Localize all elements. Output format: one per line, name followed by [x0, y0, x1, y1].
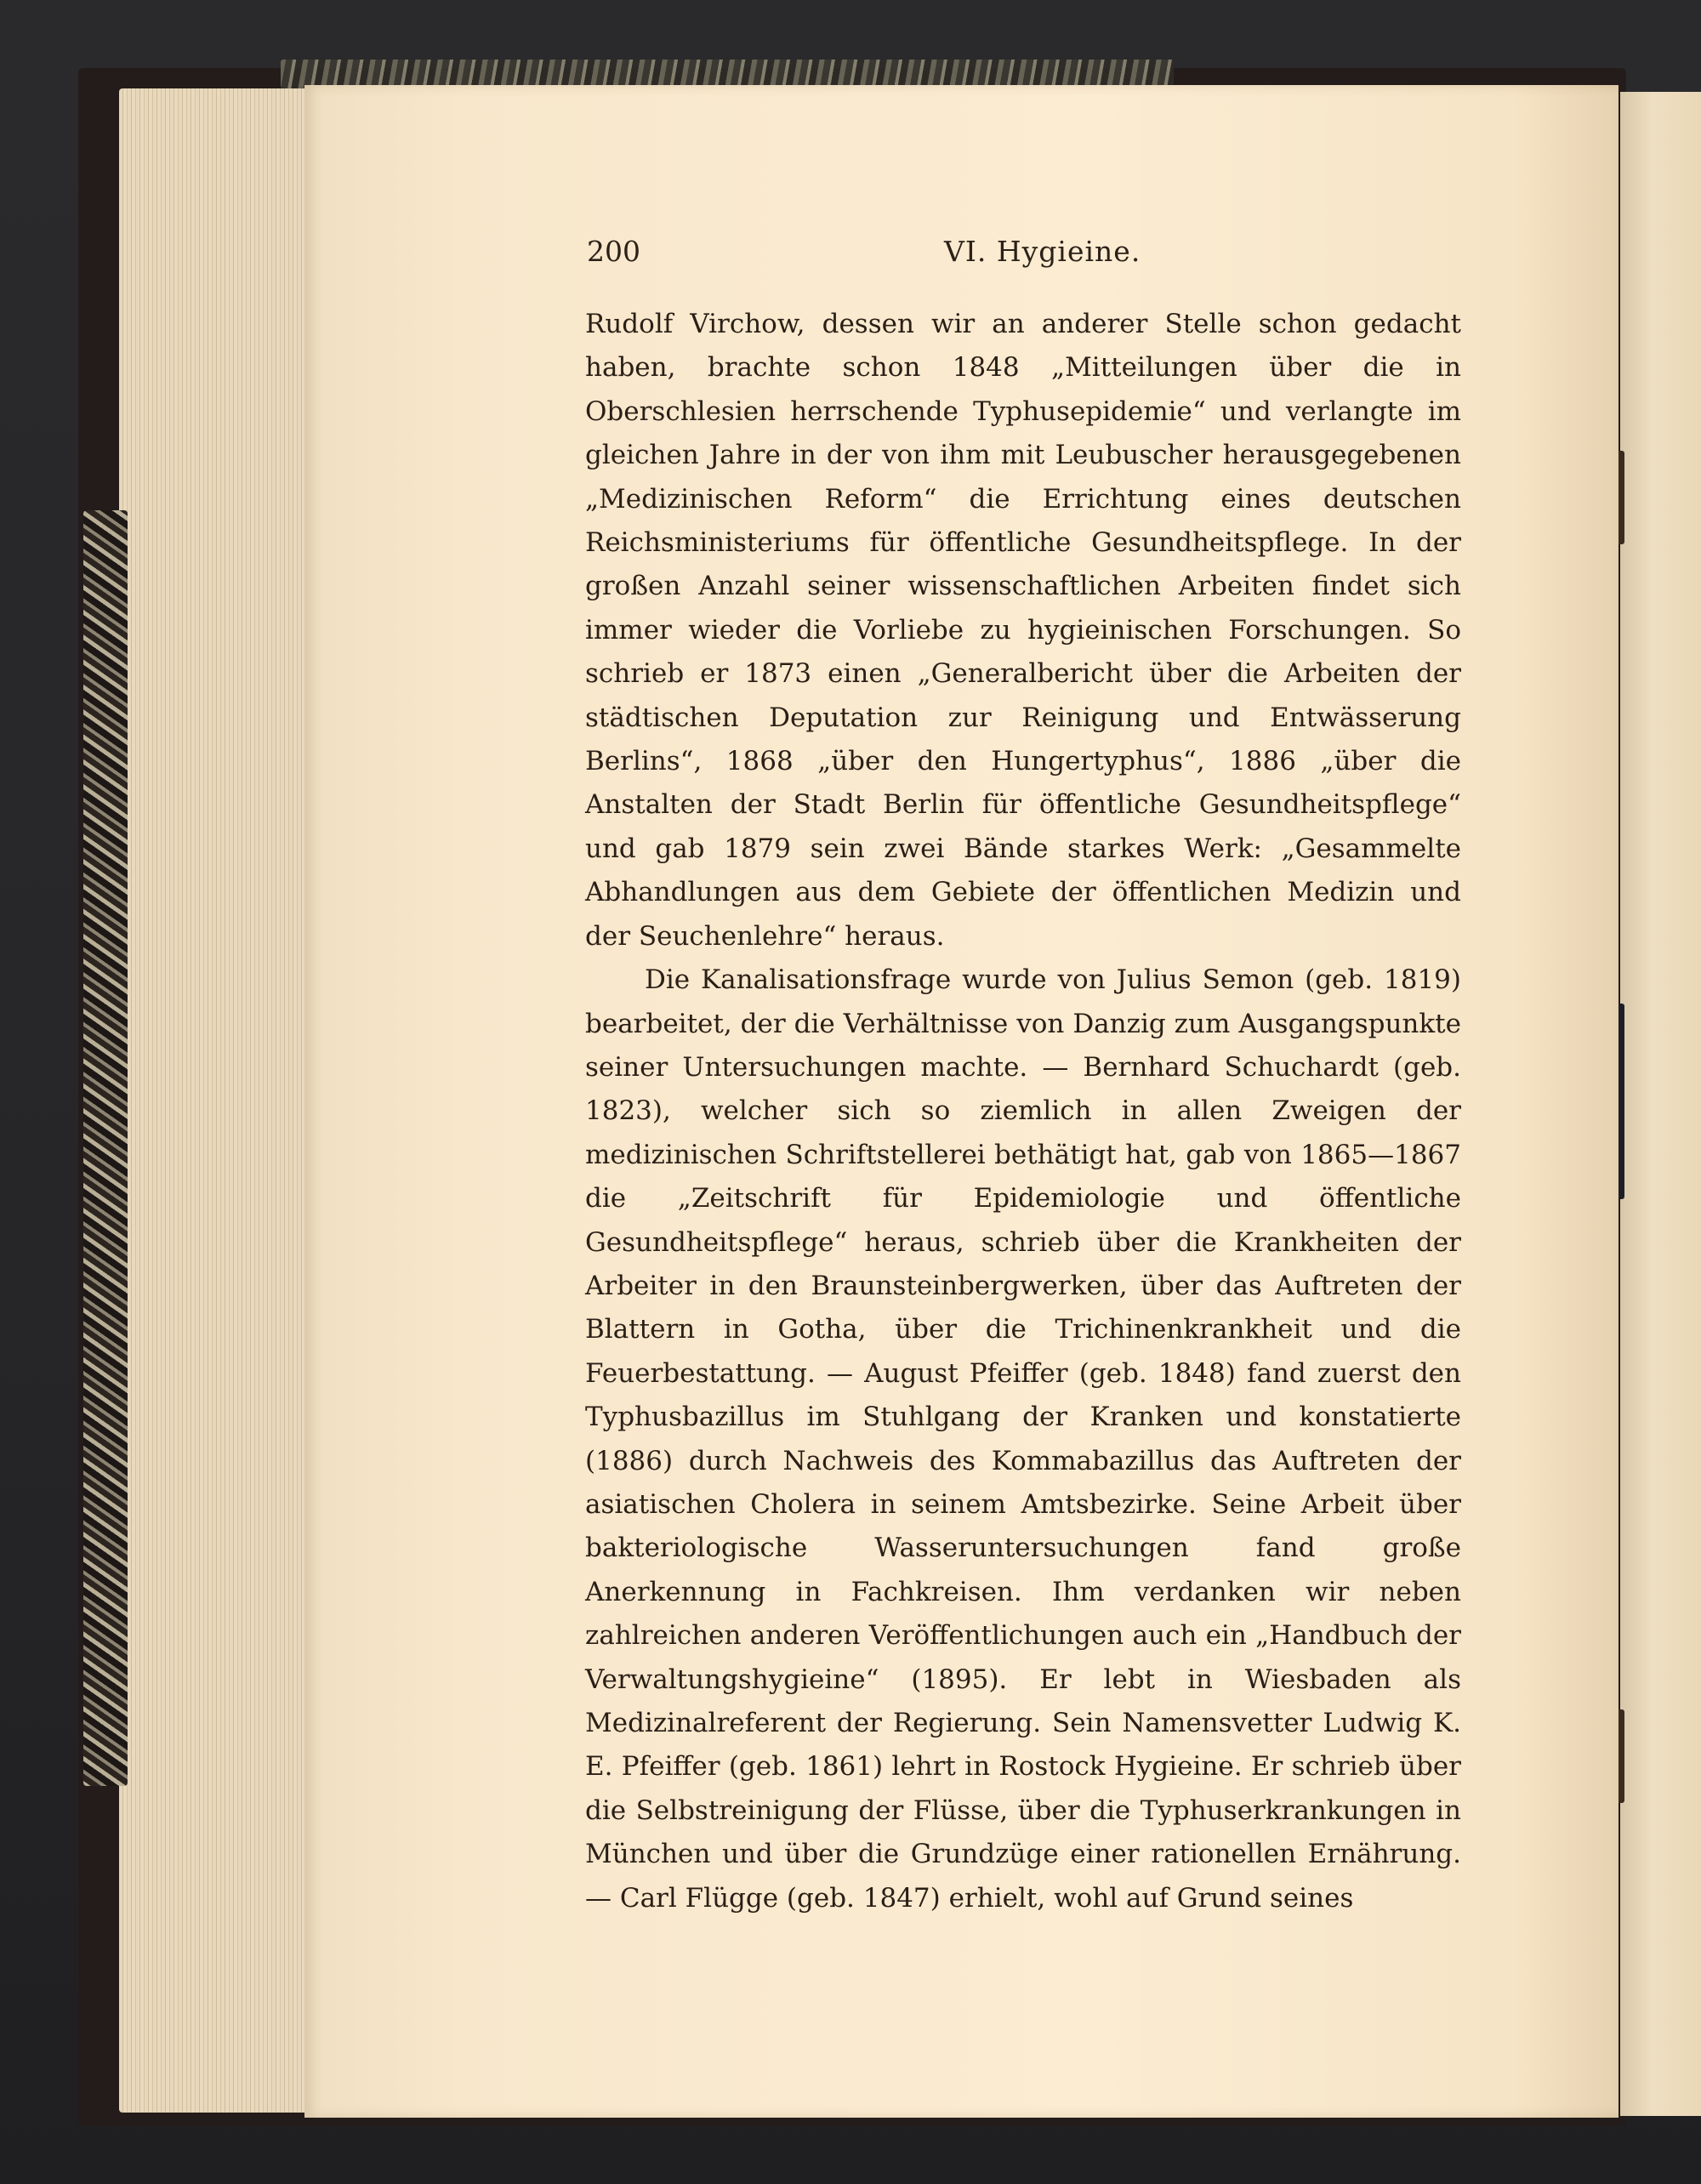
paragraph: Rudolf Virchow, dessen wir an anderer Stelle schon gedacht haben, brachte schon 1848 „Mitteilungen über die in Oberschlesien herrschende Typhusepidemie“ und verlangte im gleichen Jahre in der von ihm mit Leubuscher herausgegebenen „Medizinischen Reform“ die Errichtung eines deutschen Reichsministeriums für öffentliche Gesundheitspflege. In der großen Anzahl seiner wissenschaftlichen Arbeiten findet sich immer wieder die Vorliebe zu hygieinischen Forschungen. So schrieb er 1873 einen „Generalbericht über die Arbeiten der städtischen Deputation zur Reinigung und Entwässerung Berlins“, 1868 „über den Hungertyphus“, 1886 „über die Anstalten der Stadt Berlin für öffentliche Gesundheitspflege“ und gab 1879 sein zwei Bände starkes Werk: „Gesammelte Abhandlungen aus dem Gebiete der öffentlichen Medizin und der Seuchenlehre“ heraus. — [585, 309, 1461, 952]
book-headband — [281, 60, 1174, 88]
paragraph: Die Kanalisationsfrage wurde von Julius Semon (geb. 1819) bearbeitet, der die Verhältnisse von Danzig zum Ausgangspunkte seiner Untersuchungen machte. — Bernhard Schuchardt (geb. 1823), welcher sich so ziemlich in allen Zweigen der medizinischen Schriftstellerei bethätigt hat, gab von 1865—1867 die „Zeitschrift für Epidemiologie und öffentliche Gesundheitspflege“ heraus, schrieb über die Krankheiten der Arbeiter in den Braunsteinbergwerken, über das Auftreten der Blattern in Gotha, über die Trichinenkrankheit und die Feuerbestattung. — August Pfeiffer (geb. 1848) fand zuerst den Typhusbazillus im Stuhlgang der Kranken und konstatierte (1886) durch Nachweis des Kommabazillus das Auftreten der asiatischen Cholera in seinem Amtsbezirke. Seine Arbeit über bakteriologische Wasseruntersuchungen fand große Anerkennung in Fachkreisen. Ihm verdanken wir neben zahlreichen anderen Veröffentlichungen auch ein „Handbuch der Verwaltungshygieine“ (1895). Er lebt in Wiesbaden als Medizinalreferent der Regierung. Sein Namensvetter Ludwig K. E. Pfeiffer (geb. 1861) lehrt in Rostock Hygieine. Er schrieb über die Selbstreinigung der Flüsse, über die Typhuserkrankungen in München und über die Grundzüge einer rationellen Ernährung. — Carl Flügge (geb. 1847) erhielt, wohl auf Grund seines — [585, 964, 1461, 1914]
chapter-title: VI. Hygieine. — [944, 235, 1141, 268]
marbled-edge — [83, 510, 128, 1786]
page-number: 200 — [587, 235, 640, 268]
facing-page-edge — [1620, 92, 1701, 2116]
running-header — [587, 235, 1437, 272]
body-text — [585, 303, 1461, 1920]
page-edge-stack — [119, 88, 319, 2113]
